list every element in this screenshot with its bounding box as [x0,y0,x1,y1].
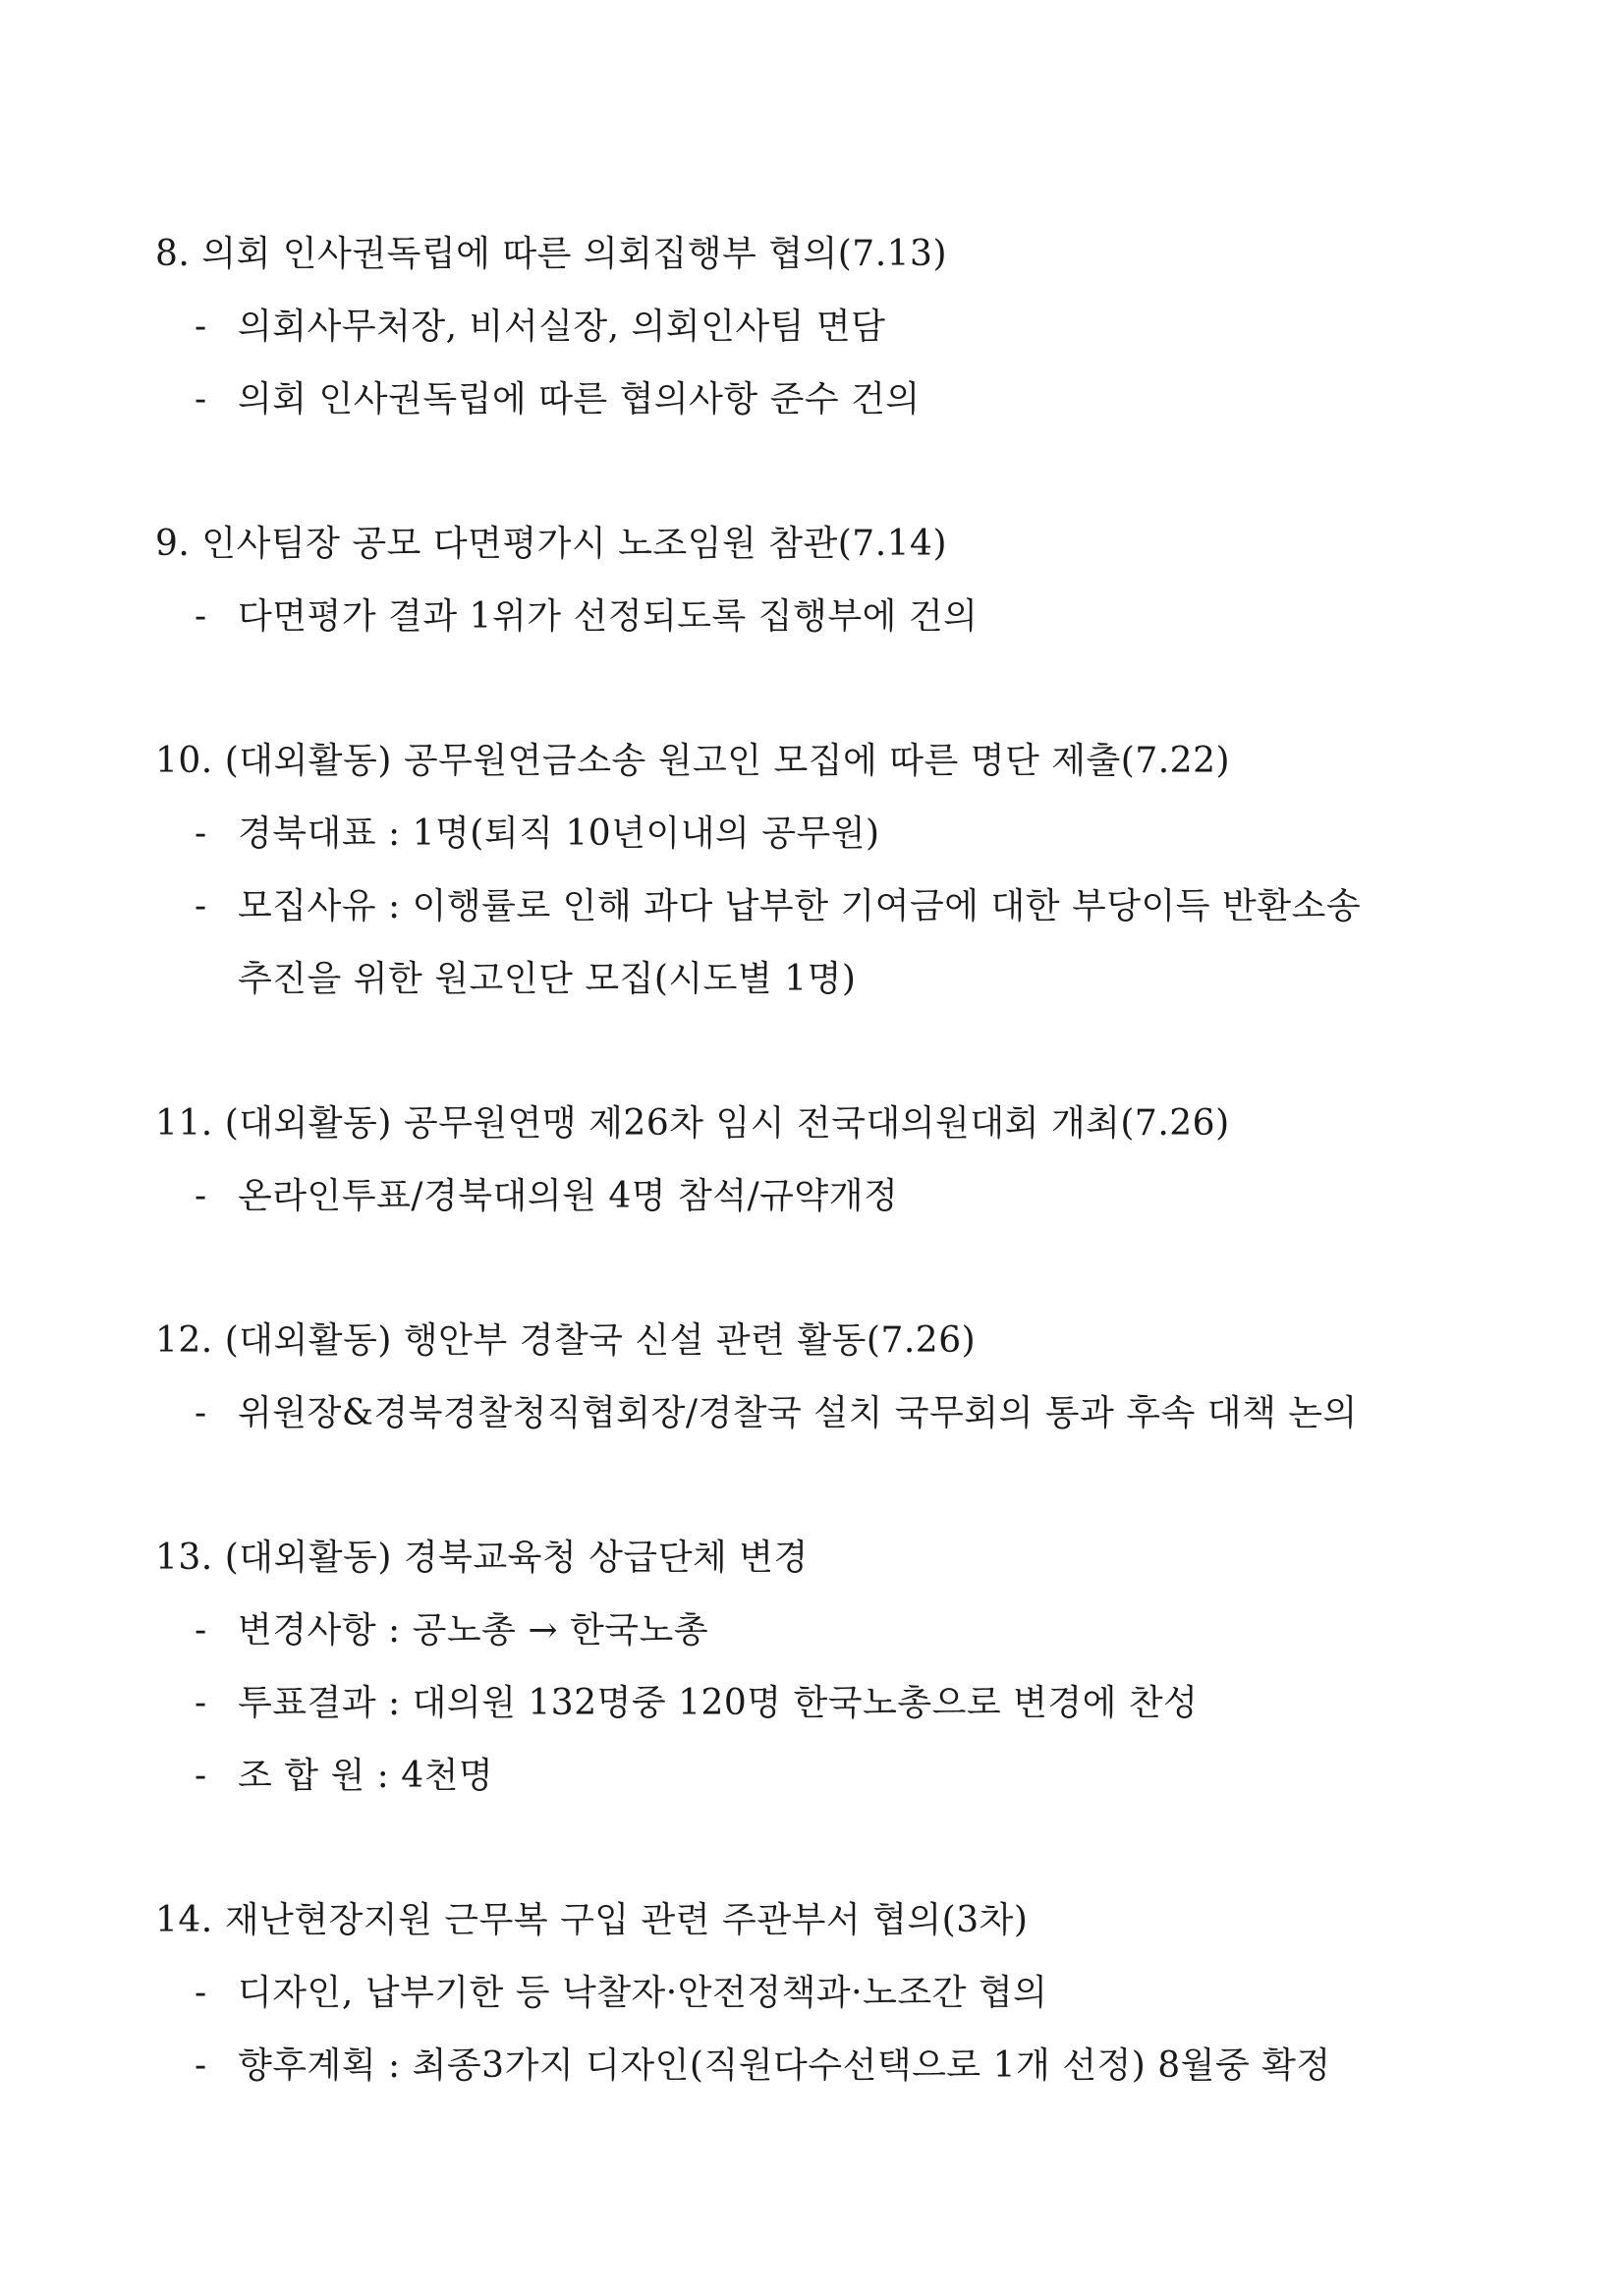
item-heading: 11. (대외활동) 공무원연맹 제26차 임시 전국대의원대회 개최(7.26) [155,1103,1230,1144]
bullet-text: 조 합 원 : 4천명 [238,1756,494,1796]
bullet-text: 향후계획 : 최종3가지 디자인(직원다수선택으로 1개 선정) 8월중 확정 [238,2045,1331,2086]
bullet-text: 의회사무처장, 비서실장, 의회인사팀 면담 [238,307,886,347]
bullet-text: 디자인, 납부기한 등 낙찰자·안전정책과·노조간 협의 [238,1973,1048,2013]
item-14 [155,1884,1531,2102]
item-12 [155,1305,1531,1450]
item-8 [155,218,1531,436]
bullet-line [155,1160,1531,1233]
bullet-text: 다면평가 결과 1위가 선정되도록 집행부에 건의 [238,596,979,637]
bullet-line [155,798,1531,870]
bullet-line [155,1667,1531,1740]
item-heading: 13. (대외활동) 경북교육청 상급단체 변경 [155,1538,809,1578]
bullet-text: 위원장&경북경찰청직협회장/경찰국 설치 국무회의 통과 후속 대책 논의 [238,1393,1358,1433]
bullet-dash: - [195,1683,207,1723]
bullet-dash: - [195,813,207,854]
bullet-dash: - [195,1610,207,1651]
bullet-line [155,2030,1531,2102]
item-heading: 8. 의회 인사권독립에 따른 의회집행부 협의(7.13) [155,234,948,274]
bullet-line [155,364,1531,436]
bullet-text: 모집사유 : 이행률로 인해 과다 납부한 기여금에 대한 부당이득 반환소송 [238,886,1362,926]
bullet-dash: - [195,379,207,420]
bullet-line [155,581,1531,653]
item-heading: 9. 인사팀장 공모 다면평가시 노조임원 참관(7.14) [155,524,948,564]
bullet-text: 의회 인사권독립에 따른 협의사항 준수 건의 [238,379,921,420]
bullet-dash: - [195,2045,207,2086]
bullet-dash: - [195,596,207,637]
item-11 [155,1088,1531,1233]
bullet-dash: - [195,886,207,926]
bullet-dash: - [195,1756,207,1796]
item-9 [155,508,1531,653]
item-heading: 14. 재난현장지원 근무복 구입 관련 주관부서 협의(3차) [155,1900,1029,1940]
bullet-text: 온라인투표/경북대의원 4명 참석/규약개정 [238,1176,899,1216]
bullet-dash: - [195,307,207,347]
bullet-line [155,291,1531,364]
bullet-continuation: 추진을 위한 원고인단 모집(시도별 1명) [238,959,857,999]
item-13 [155,1522,1531,1813]
bullet-text: 변경사항 : 공노총 → 한국노총 [238,1610,709,1651]
bullet-dash: - [195,1176,207,1216]
bullet-line [155,1740,1531,1813]
item-heading: 12. (대외활동) 행안부 경찰국 신설 관련 활동(7.26) [155,1320,977,1361]
bullet-line [155,870,1531,943]
bullet-line [155,1595,1531,1667]
item-heading: 10. (대외활동) 공무원연금소송 원고인 모집에 따른 명단 제출(7.22) [155,741,1231,781]
bullet-text: 투표결과 : 대의원 132명중 120명 한국노총으로 변경에 찬성 [238,1683,1199,1723]
bullet-dash: - [195,1973,207,2013]
bullet-dash: - [195,1393,207,1433]
bullet-line [155,1957,1531,2030]
bullet-text: 경북대표 : 1명(퇴직 10년이내의 공무원) [238,813,880,854]
item-10 [155,725,1531,1016]
bullet-line [155,1377,1531,1450]
